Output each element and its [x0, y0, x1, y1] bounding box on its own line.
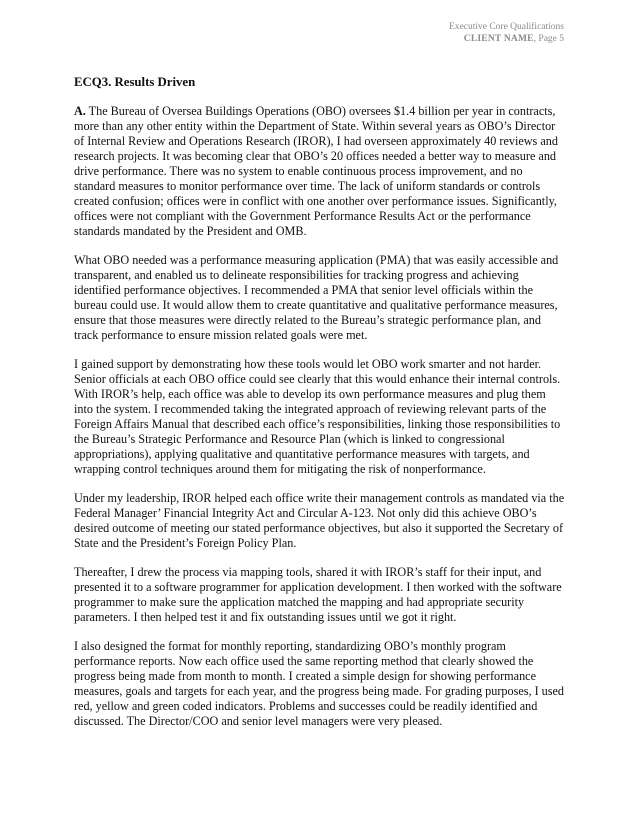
paragraph-3: I gained support by demonstrating how these tools would let OBO work smarter and not harder. Senior officials at each OBO office could see clearly that this would enhance their internal controls. With IROR’s help, each office was able to develop its own performance measures and plug them into the system. I recommended taking the integrated approach of reviewing relevant parts of the Foreign Affairs Manual that described each office’s responsibilities, linking those responsibilities to the Bureau’s Strategic Performance and Resource Plan (which is linked to congressional appropriations), applying qualitative and quantitative performance measures with targets, and wrapping control techniques around them for mitigating the risk of nonperformance. [74, 357, 561, 476]
paragraph-2: What OBO needed was a performance measuring application (PMA) that was easily accessible and transparent, and enabled us to delineate responsibilities for tracking progress and achieving identified performance objectives. I recommended a PMA that senior level officials within the bureau could use. It would allow them to create quantitative and qualitative performance measures, ensure that those measures were directly related to the Bureau’s strategic performance plan, and track performance to ensure mission related goals were met. [74, 253, 559, 342]
paragraph-4: Under my leadership, IROR helped each office write their management controls as mandated via the Federal Manager’ Financial Integrity Act and Circular A-123. Not only did this achieve OBO’s desired outcome of meeting our stated performance objectives, but also it supported the Secretary of State and the President’s Foreign Policy Plan. [74, 491, 565, 550]
header-client-page [449, 33, 564, 45]
header-page-number: , Page 5 [533, 34, 564, 44]
header-title: Executive Core Qualifications [448, 22, 564, 32]
header-client-name: CLIENT NAME [463, 34, 534, 44]
document-body [74, 74, 566, 743]
paragraph-5: Thereafter, I drew the process via mapping tools, shared it with IROR’s staff for their input, and presented it to a software programmer for application development. I then worked with the software programmer to make sure the application matched the mapping and had appropriate security parameters. I then helped test it and fix outstanding issues until we got it right. [74, 565, 562, 624]
section-title: ECQ3. Results Driven [74, 75, 196, 89]
paragraph-1-text: The Bureau of Oversea Buildings Operations (OBO) oversees $1.4 billion per year in contracts, more than any other entity within the Department of State. Within several years as OBO’s Director of Internal Review and Operations Research (IROR), I had overseen approximately 40 reviews and research projects. It was becoming clear that OBO’s 20 offices needed a better way to measure and drive performance. There was no system to enable continuous process improvement, and no standard measures to monitor performance over time. The lack of uniform standards or controls created confusion; offices were in conflict with one another over performance issues. Significantly, offices were not compliant with the Government Performance Results Act or the performance standards mandated by the President and OMB. [74, 104, 558, 238]
paragraph-6: I also designed the format for monthly reporting, standardizing OBO’s monthly program performance reports. Now each office used the same reporting method that clearly showed the progress being made from month to month. I created a simple design for showing performance measures, goals and targets for each year, and the progress being made. For grading purposes, I used red, yellow and green coded indicators. Problems and successes could be readily identified and discussed. The Director/COO and senior level managers were very pleased. [74, 639, 565, 728]
paragraph-1 [74, 104, 566, 239]
paragraph-label: A. [74, 104, 86, 118]
page-header [449, 21, 564, 45]
